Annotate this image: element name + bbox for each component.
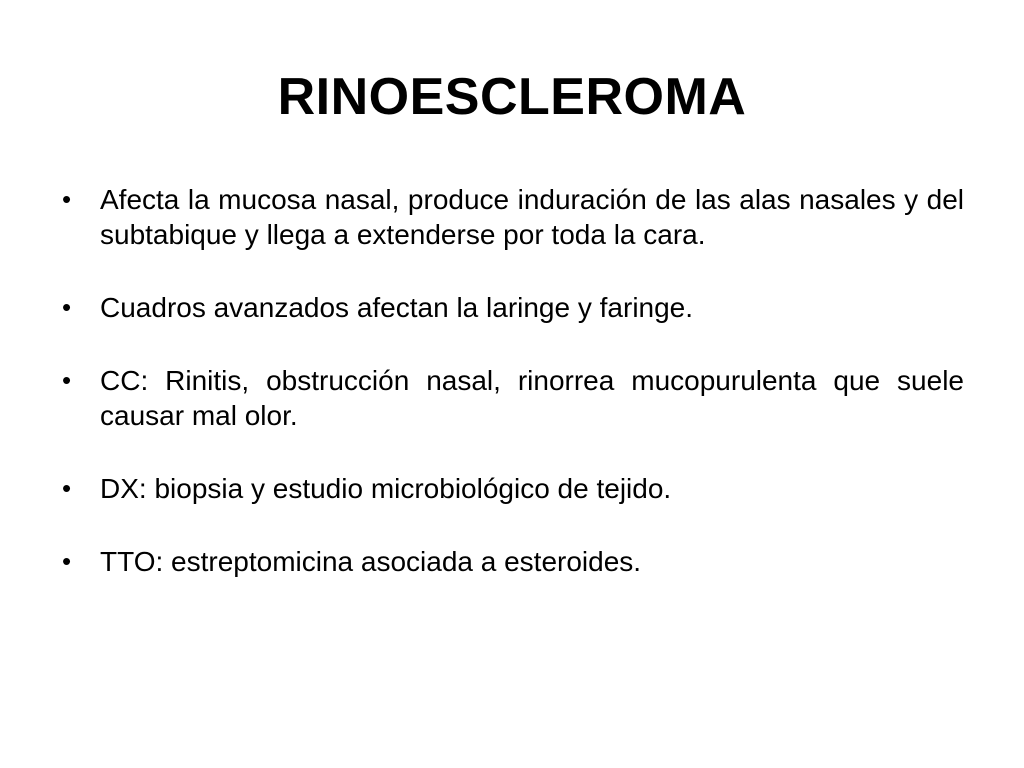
bullet-icon: • — [62, 365, 72, 395]
bullet-text: Cuadros avanzados afectan la laringe y faringe. — [100, 292, 694, 323]
bullet-text: CC: Rinitis, obstrucción nasal, rinorrea mucopurulenta que suele causar mal olor. — [100, 365, 964, 431]
bullet-icon: • — [62, 546, 72, 576]
bullet-item — [62, 471, 964, 506]
bullet-item — [62, 544, 964, 579]
bullet-icon: • — [62, 292, 72, 322]
bullet-item — [62, 290, 964, 325]
slide-title: RINOESCLEROMA — [277, 68, 747, 126]
bullet-list — [62, 182, 964, 617]
bullet-icon: • — [62, 473, 72, 503]
bullet-text: Afecta la mucosa nasal, produce induración de las alas nasales y del subtabique y llega a extenderse por toda la cara. — [100, 184, 964, 250]
bullet-item — [62, 363, 964, 433]
bullet-text: TTO: estreptomicina asociada a esteroides. — [100, 546, 642, 577]
bullet-text: DX: biopsia y estudio microbiológico de tejido. — [100, 473, 672, 504]
bullet-icon: • — [62, 184, 72, 214]
bullet-item — [62, 182, 964, 252]
